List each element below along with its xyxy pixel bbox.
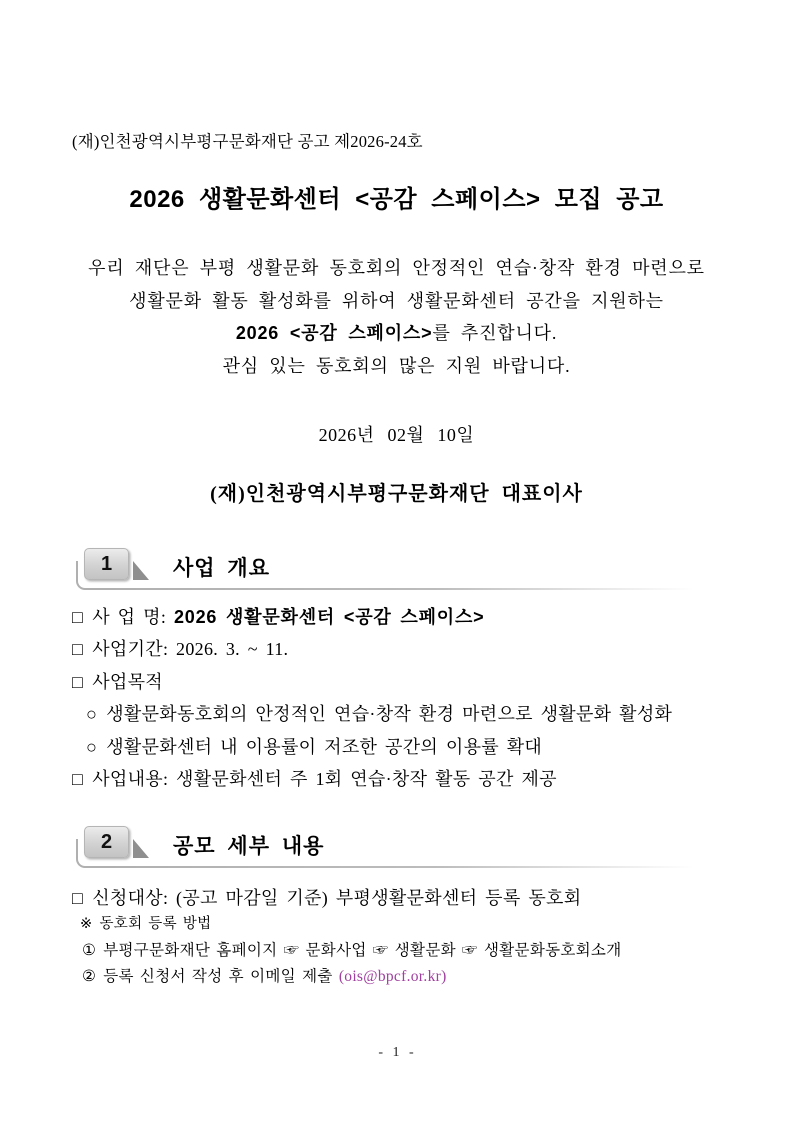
intro-line: 관심 있는 동호회의 많은 지원 바랍니다. xyxy=(222,355,571,376)
section-1-header xyxy=(72,548,722,590)
square-bullet-icon: □ xyxy=(72,639,84,660)
registration-step-2 xyxy=(82,964,447,986)
item-text: 사 업 명: xyxy=(92,607,174,627)
list-item xyxy=(72,666,752,698)
intro-line: 생활문화 활동 활성화를 위하여 생활문화센터 공간을 지원하는 xyxy=(129,290,664,311)
triangle-icon xyxy=(133,561,149,580)
intro-line: 우리 재단은 부평 생활문화 동호회의 안정적인 연습·창작 환경 마련으로 xyxy=(88,258,705,278)
doc-number: (재)인천광역시부평구문화재단 공고 제2026-24호 xyxy=(72,132,423,151)
item-text: 사업내용: 생활문화센터 주 1회 연습·창작 활동 공간 제공 xyxy=(92,769,557,790)
item-text: 사업기간: 2026. 3. ~ 11. xyxy=(92,639,289,660)
list-item xyxy=(72,763,752,795)
intro-line xyxy=(36,317,757,350)
circled-one-icon: ① xyxy=(82,942,97,959)
announcement-date: 2026년 02월 10일 xyxy=(318,425,475,445)
intro-line-rest: 를 추진합니다. xyxy=(432,323,558,343)
square-bullet-icon: □ xyxy=(72,607,84,627)
item-text: 생활문화센터 내 이용률이 저조한 공간의 이용률 확대 xyxy=(106,736,543,757)
section-number-badge: 2 xyxy=(84,826,129,858)
registration-note-line xyxy=(80,912,211,933)
intro-line-bold: 2026 <공감 스페이스> xyxy=(235,323,433,343)
square-bullet-icon: □ xyxy=(72,888,84,908)
square-bullet-icon: □ xyxy=(72,769,84,790)
section-2-header xyxy=(72,826,722,868)
step-text: 부평구문화재단 홈페이지 ☞ 문화사업 ☞ 생활문화 ☞ 생활문화동호회소개 xyxy=(103,942,622,959)
note-text: 동호회 등록 방법 xyxy=(99,916,212,932)
list-item xyxy=(72,698,752,730)
item-text: 생활문화동호회의 안정적인 연습·창작 환경 마련으로 생활문화 활성화 xyxy=(106,704,673,725)
section-title: 공모 세부 내용 xyxy=(173,835,325,858)
circle-bullet-icon: ○ xyxy=(86,704,98,725)
section-title: 사업 개요 xyxy=(173,557,270,580)
item-text-bold: 2026 생활문화센터 <공감 스페이스> xyxy=(173,607,485,627)
intro-paragraph xyxy=(36,252,757,382)
square-bullet-icon: □ xyxy=(72,671,84,692)
circled-two-icon: ② xyxy=(82,968,97,985)
item-text: 사업목적 xyxy=(92,671,163,692)
step-text: 등록 신청서 작성 후 이메일 제출 xyxy=(103,968,339,985)
section-number-badge: 1 xyxy=(84,548,129,580)
email-link[interactable]: (ois@bpcf.or.kr) xyxy=(338,968,447,985)
triangle-icon xyxy=(133,839,149,858)
item-text: 신청대상: (공고 마감일 기준) 부평생활문화센터 등록 동호회 xyxy=(92,888,582,908)
circle-bullet-icon: ○ xyxy=(86,736,98,757)
reference-mark-icon: ※ xyxy=(80,916,93,932)
list-item xyxy=(72,601,752,633)
registration-step-1 xyxy=(82,938,621,960)
section-underline xyxy=(96,866,712,868)
application-target-line xyxy=(72,884,581,910)
signature-line: (재)인천광역시부평구문화재단 대표이사 xyxy=(210,483,583,505)
section-underline xyxy=(96,588,712,590)
section-1-items xyxy=(72,601,752,795)
list-item xyxy=(72,731,752,763)
page-title: 2026 생활문화센터 <공감 스페이스> 모집 공고 xyxy=(129,186,664,213)
page-number: - 1 - xyxy=(378,1045,415,1060)
list-item xyxy=(72,633,752,665)
